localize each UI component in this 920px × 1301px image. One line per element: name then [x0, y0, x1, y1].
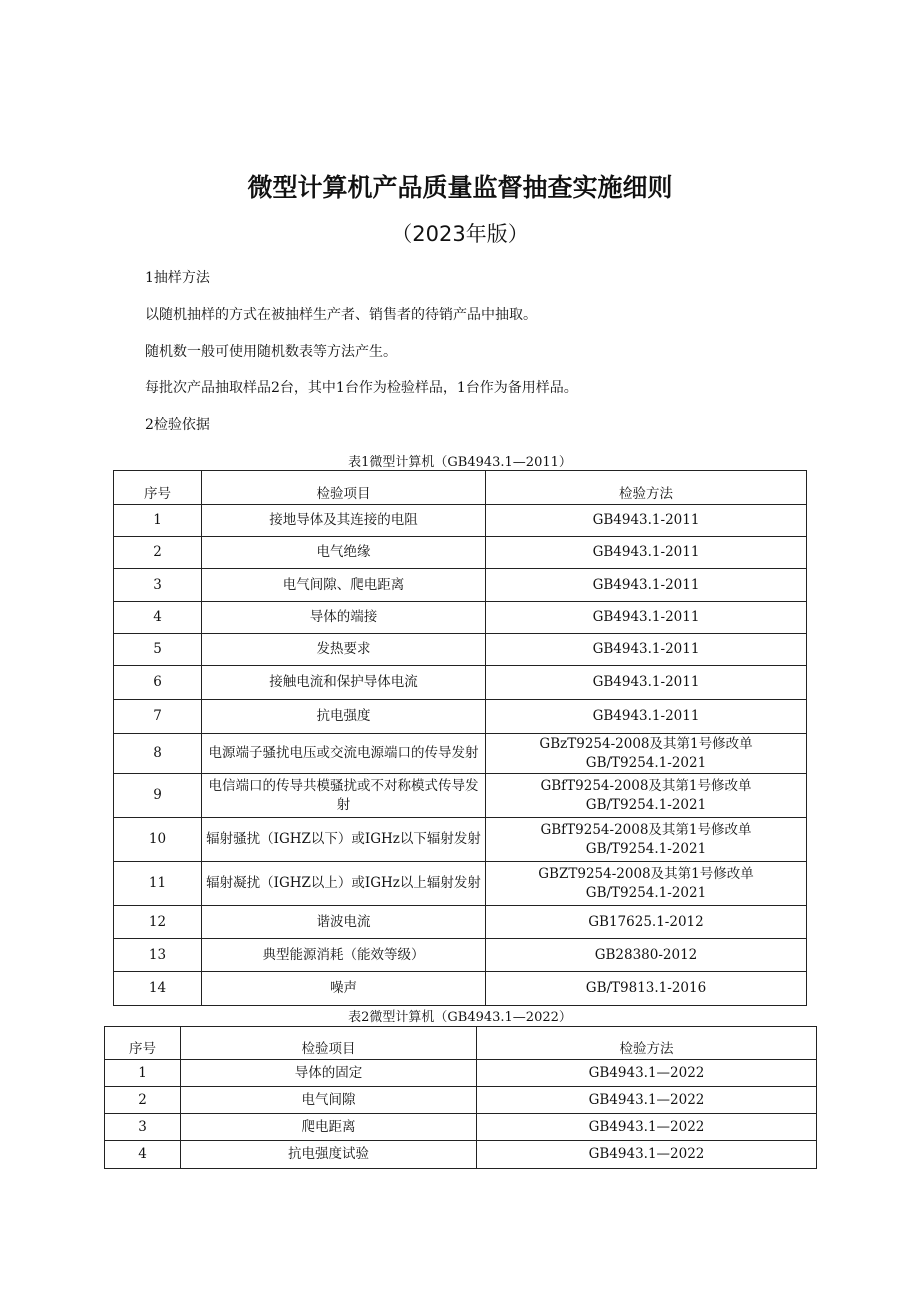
section-1-paragraph-1: 以随机抽样的方式在被抽样生产者、销售者的待销产品中抽取。: [145, 307, 537, 323]
table-2-cell-method: GB4943.1—2022: [477, 1087, 817, 1114]
table-1-cell-method: [486, 939, 807, 972]
table-1: [113, 470, 807, 1006]
table-1-method-line-2: GB/T9254.1-2021: [585, 796, 707, 813]
table-2-header-method: 检验方法: [477, 1027, 817, 1060]
table-1-cell-item: 谐波电流: [202, 906, 486, 939]
table-1-method-line-1: GB4943.1-2011: [592, 641, 700, 657]
table-1-cell-method: [486, 734, 807, 774]
table-2-cell-item: 电气间隙: [181, 1087, 477, 1114]
table-2-cell-no: 3: [105, 1114, 181, 1141]
table-1-method-line-1: GB4943.1-2011: [592, 512, 700, 528]
table-1-method-line-1: GB17625.1-2012: [588, 913, 704, 930]
table-1-cell-item: 电气间隙、爬电距离: [202, 569, 486, 602]
table-1-method-line-1: GBzT9254-2008及其第1号修改单: [539, 735, 753, 752]
table-1-row: [114, 774, 807, 818]
table-1-cell-method: [486, 972, 807, 1006]
table-1-row: [114, 602, 807, 634]
table-1-row: [114, 972, 807, 1006]
table-2-header-no: 序号: [105, 1027, 181, 1060]
table-2-row: [105, 1141, 817, 1169]
table-1-cell-no: 13: [114, 939, 202, 972]
table-1-cell-no: 1: [114, 505, 202, 537]
table-1-row: [114, 666, 807, 700]
table-1-cell-no: 3: [114, 569, 202, 602]
table-1-cell-item: 典型能源消耗（能效等级）: [202, 939, 486, 972]
table-2-cell-no: 4: [105, 1141, 181, 1169]
table-2-cell-method: GB4943.1—2022: [477, 1060, 817, 1087]
table-1-cell-no: 7: [114, 700, 202, 734]
table-1-cell-no: 2: [114, 537, 202, 569]
table-1-method-line-1: GB4943.1-2011: [592, 544, 700, 560]
table-1-row: [114, 939, 807, 972]
table-1-row: [114, 906, 807, 939]
table-1-cell-item: 发热要求: [202, 634, 486, 666]
table-2-row: [105, 1087, 817, 1114]
table-2-row: [105, 1114, 817, 1141]
table-1-cell-item: 接地导体及其连接的电阻: [202, 505, 486, 537]
table-1-cell-method: [486, 569, 807, 602]
table-1-row: [114, 569, 807, 602]
table-2-cell-method: GB4943.1—2022: [477, 1114, 817, 1141]
table-1-cell-no: 4: [114, 602, 202, 634]
document-title: 微型计算机产品质量监督抽查实施细则: [247, 173, 673, 202]
table-2-cell-item: 爬电距离: [181, 1114, 477, 1141]
table-1-cell-method: [486, 862, 807, 906]
document-subtitle: （2023年版）: [391, 222, 529, 246]
table-1-cell-no: 11: [114, 862, 202, 906]
table-1-method-line-2: GB/T9254.1-2021: [585, 884, 707, 901]
section-1-paragraph-3: 每批次产品抽取样品2台，其中1台作为检验样品，1台作为备用样品。: [145, 380, 578, 396]
section-2-heading: 2检验依据: [145, 417, 210, 433]
table-1-caption: 表1微型计算机（GB4943.1—2011）: [348, 455, 572, 470]
table-1-cell-method: [486, 700, 807, 734]
table-2-cell-no: 2: [105, 1087, 181, 1114]
table-1-cell-item: 辐射骚扰（IGHZ以下）或IGHz以下辐射发射: [202, 818, 486, 862]
table-1-cell-item: 抗电强度: [202, 700, 486, 734]
table-1-cell-method: [486, 505, 807, 537]
table-1-row: [114, 862, 807, 906]
table-1-row: [114, 505, 807, 537]
table-1-method-line-2: GB/T9254.1-2021: [585, 754, 707, 771]
table-1-method-line-1: GB4943.1-2011: [592, 674, 700, 690]
table-1-cell-no: 14: [114, 972, 202, 1006]
table-1-row: [114, 818, 807, 862]
table-1-cell-no: 9: [114, 774, 202, 818]
table-2-header-item: 检验项目: [181, 1027, 477, 1060]
table-2-cell-method: GB4943.1—2022: [477, 1141, 817, 1169]
table-1-method-line-1: GBfT9254-2008及其第1号修改单: [540, 777, 752, 794]
table-2-row: [105, 1060, 817, 1087]
table-1-cell-method: [486, 634, 807, 666]
table-1-cell-item: 噪声: [202, 972, 486, 1006]
table-1-method-line-1: GB4943.1-2011: [592, 609, 700, 625]
table-2-cell-no: 1: [105, 1060, 181, 1087]
table-1-row: [114, 734, 807, 774]
table-1-row: [114, 537, 807, 569]
table-1-header-item: 检验项目: [202, 471, 486, 505]
table-1-method-line-1: GB28380-2012: [594, 946, 698, 963]
table-1-cell-method: [486, 906, 807, 939]
table-1-method-line-1: GBfT9254-2008及其第1号修改单: [540, 821, 752, 838]
table-1-row: [114, 634, 807, 666]
table-1-cell-method: [486, 537, 807, 569]
table-1-cell-item: 电信端口的传导共模骚扰或不对称模式传导发射: [202, 774, 486, 818]
table-1-method-line-2: GB/T9254.1-2021: [585, 840, 707, 857]
table-2-header-row: [105, 1027, 817, 1060]
table-1-cell-no: 12: [114, 906, 202, 939]
table-1-cell-item: 接触电流和保护导体电流: [202, 666, 486, 700]
table-1-method-line-1: GB4943.1-2011: [592, 576, 700, 593]
table-1-cell-no: 6: [114, 666, 202, 700]
table-2-cell-item: 导体的固定: [181, 1060, 477, 1087]
table-1-cell-no: 10: [114, 818, 202, 862]
table-2-cell-item: 抗电强度试验: [181, 1141, 477, 1169]
table-1-method-line-1: GB4943.1-2011: [592, 708, 700, 724]
table-1-row: [114, 700, 807, 734]
table-1-method-line-1: GBZT9254-2008及其第1号修改单: [538, 865, 754, 882]
table-1-cell-method: [486, 602, 807, 634]
table-1-cell-method: [486, 818, 807, 862]
table-1-header-no: 序号: [114, 471, 202, 505]
table-2: [104, 1026, 817, 1169]
table-1-cell-item: 电源端子骚扰电压或交流电源端口的传导发射: [202, 734, 486, 774]
table-1-header-row: [114, 471, 807, 505]
section-1-paragraph-2: 随机数一般可使用随机数表等方法产生。: [145, 344, 397, 360]
table-1-cell-method: [486, 666, 807, 700]
table-1-cell-item: 电气绝缘: [202, 537, 486, 569]
table-2-caption: 表2微型计算机（GB4943.1—2022）: [348, 1010, 572, 1025]
section-1-heading: 1抽样方法: [145, 270, 210, 286]
table-1-cell-no: 8: [114, 734, 202, 774]
table-1-cell-item: 导体的端接: [202, 602, 486, 634]
table-1-cell-no: 5: [114, 634, 202, 666]
table-1-method-line-1: GB/T9813.1-2016: [585, 980, 707, 996]
table-1-cell-method: [486, 774, 807, 818]
table-1-header-method: 检验方法: [486, 471, 807, 505]
table-1-cell-item: 辐射凝扰（IGHZ以上）或IGHz以上辐射发射: [202, 862, 486, 906]
